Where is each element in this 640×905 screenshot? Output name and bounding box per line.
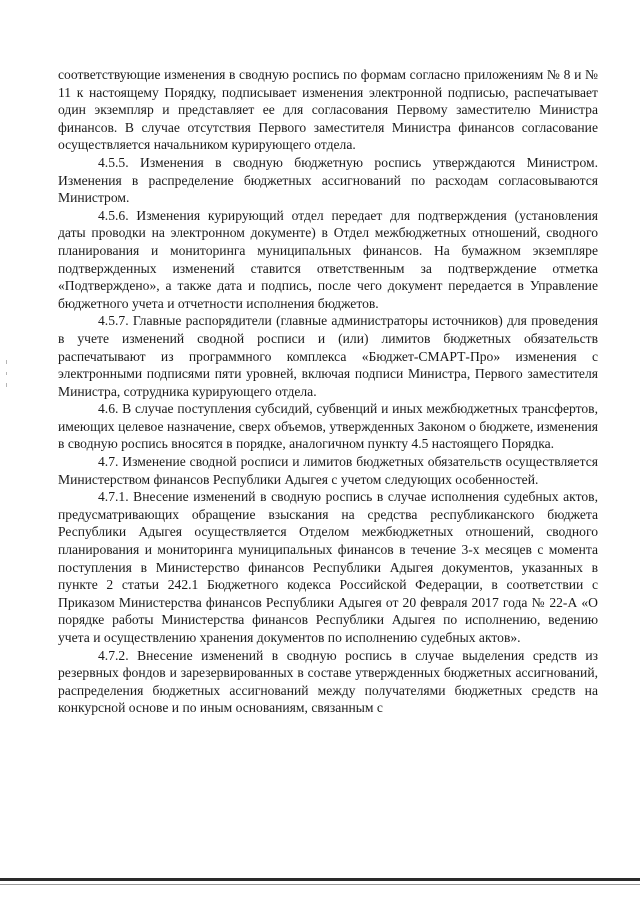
document-page — [58, 66, 598, 717]
paragraph-4-7-1: 4.7.1. Внесение изменений в сводную роспись в случае исполнения судебных актов, предусматривающих обращение взыскания на средства республиканского бюджета Республики Адыгея осуществляется Отделом межбюджетных отношений, сводного планирования и мониторинга муниципальных финансов в течение 3-х месяцев с момента поступления в Министерство финансов Республики Адыгея документов, указанных в пункте 2 статьи 242.1 Бюджетного кодекса Российской Федерации, в соответствии с Приказом Министерства финансов Республики Адыгея от 20 февраля 2017 года № 22-А «О порядке работы Министерства финансов Республики Адыгея по исполнению, ведению учета и осуществлению хранения документов по исполнению судебных актов». — [58, 489, 598, 645]
paragraph-4-6: 4.6. В случае поступления субсидий, субвенций и иных межбюджетных трансфертов, имеющих целевое назначение, сверх объемов, утвержденных Законом о бюджете, изменения в сводную роспись вносятся в порядке, аналогичном пункту 4.5 настоящего Порядка. — [58, 401, 598, 452]
paragraph-4-7: 4.7. Изменение сводной росписи и лимитов бюджетных обязательств осуществляется Министерством финансов Республики Адыгея с учетом следующих особенностей. — [58, 454, 598, 487]
paragraph-4-7-2: 4.7.2. Внесение изменений в сводную роспись в случае выделения средств из резервных фондов и зарезервированных в составе утвержденных бюджетных ассигнований, распределения бюджетных ассигнований между получателями бюджетных средств на конкурсной основе и по иным основаниям, связанным с — [58, 647, 598, 716]
scan-speck — [6, 383, 7, 387]
paragraph-4-5-7: 4.5.7. Главные распорядители (главные администраторы источников) для проведения в учете изменений сводной росписи и (или) лимитов бюджетных обязательств распечатывают из программного комплекса «Бюджет-СМАРТ-Про» изменения с электронными подписями пяти уровней, включая подписи Министра, Первого заместителя Министра, сотрудника курирующего отдела. — [58, 313, 598, 399]
scan-speck — [6, 360, 7, 364]
paragraph-4-5-6: 4.5.6. Изменения курирующий отдел передает для подтверждения (установления даты проводки на электронном документе) в Отдел межбюджетных отношений, сводного планирования и мониторинга муниципальных финансов. На бумажном экземпляре подтвержденных изменений ставится ответственным за подтверждение отметка «Подтверждено», а также дата и подпись, после чего документ передается в Управление бюджетного учета и отчетности исполнения бюджетов. — [58, 207, 598, 311]
scan-bottom-edge-shadow — [0, 884, 640, 885]
paragraph-4-5-5: 4.5.5. Изменения в сводную бюджетную роспись утверждаются Министром. Изменения в распределение бюджетных ассигнований по расходам согласовываются Министром. — [58, 154, 598, 206]
paragraph-continuation: соответствующие изменения в сводную роспись по формам согласно приложениям № 8 и № 11 к настоящему Порядку, подписывает изменения электронной подписью, распечатывает один экземпляр и представляет ее для согласования Первому заместителю Министра финансов. В случае отсутствия Первого заместителя Министра финансов согласование осуществляется начальником курирующего отдела. — [58, 67, 598, 153]
scan-speck — [6, 372, 7, 375]
scan-bottom-edge — [0, 878, 640, 881]
